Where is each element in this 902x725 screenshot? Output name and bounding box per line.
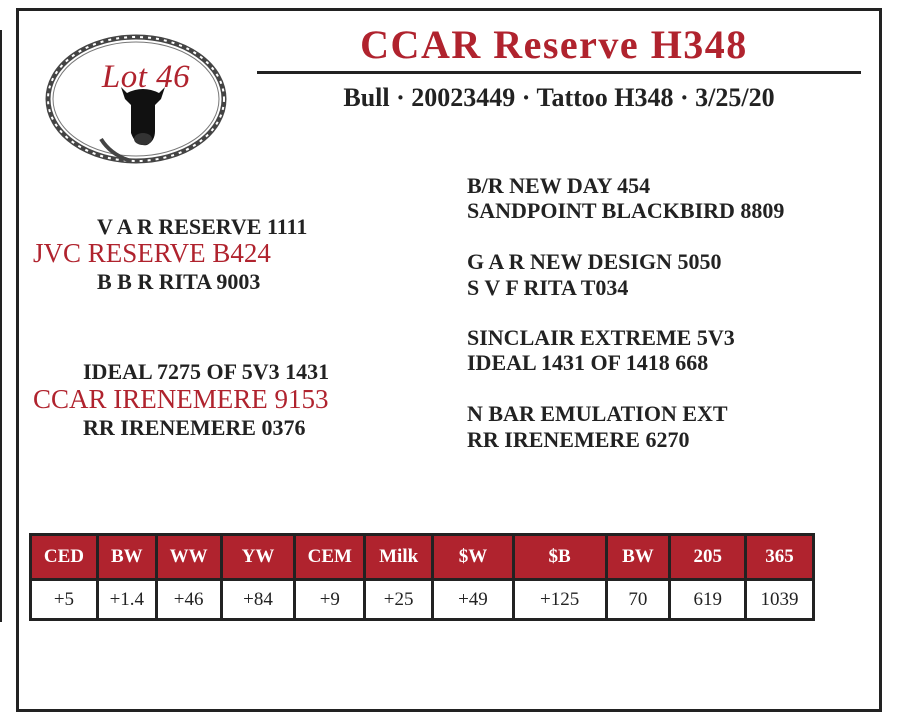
epd-header-yw: YW (221, 535, 295, 580)
epd-value-yw: +84 (221, 580, 295, 620)
epd-header-205: 205 (670, 535, 746, 580)
lot-card (16, 8, 882, 712)
page-edge-rule (0, 30, 2, 622)
epd-value-b-index: +125 (513, 580, 606, 620)
lot-logo (41, 29, 231, 169)
ancestor-8: RR IRENEMERE 6270 (467, 427, 690, 452)
epd-value-cem: +9 (295, 580, 365, 620)
epd-header-b-index: $B (513, 535, 606, 580)
dam-of-dam: RR IRENEMERE 0376 (83, 415, 306, 440)
epd-value-365: 1039 (746, 580, 814, 620)
epd-header-bw: BW (97, 535, 156, 580)
epd-value-bw: +1.4 (97, 580, 156, 620)
epd-header-ww: WW (156, 535, 221, 580)
epd-header-w-index: $W (433, 535, 514, 580)
lot-number: Lot 46 (101, 59, 191, 95)
epd-value-205: 619 (670, 580, 746, 620)
ancestor-6: IDEAL 1431 OF 1418 668 (467, 350, 709, 375)
sire-name: JVC RESERVE B424 (33, 238, 271, 268)
epd-value-milk: +25 (365, 580, 433, 620)
epd-header-actual-bw: BW (606, 535, 670, 580)
ancestor-2: SANDPOINT BLACKBIRD 8809 (467, 198, 785, 223)
sire-of-dam: IDEAL 7275 OF 5V3 1431 (83, 359, 330, 384)
epd-header-milk: Milk (365, 535, 433, 580)
epd-header-365: 365 (746, 535, 814, 580)
epd-value-actual-bw: 70 (606, 580, 670, 620)
epd-table (29, 533, 815, 621)
ancestor-7: N BAR EMULATION EXT (467, 401, 728, 426)
ancestor-5: SINCLAIR EXTREME 5V3 (467, 325, 735, 350)
epd-value-ced: +5 (31, 580, 98, 620)
ancestor-4: S V F RITA T034 (467, 275, 629, 300)
epd-header-cem: CEM (295, 535, 365, 580)
title-divider (257, 71, 861, 74)
sire-of-sire: V A R RESERVE 1111 (97, 214, 308, 239)
ancestor-1: B/R NEW DAY 454 (467, 173, 651, 198)
epd-value-ww: +46 (156, 580, 221, 620)
animal-details: Bull · 20023449 · Tattoo H348 · 3/25/20 (343, 83, 775, 112)
animal-name: CCAR Reserve H348 (360, 22, 748, 67)
epd-header-row (31, 535, 814, 580)
ancestor-3: G A R NEW DESIGN 5050 (467, 249, 722, 274)
dam-of-sire: B B R RITA 9003 (97, 269, 261, 294)
rope-circle-with-bull-head-icon (41, 29, 231, 169)
epd-value-row (31, 580, 814, 620)
epd-header-ced: CED (31, 535, 98, 580)
dam-name: CCAR IRENEMERE 9153 (33, 384, 329, 414)
epd-value-w-index: +49 (433, 580, 514, 620)
